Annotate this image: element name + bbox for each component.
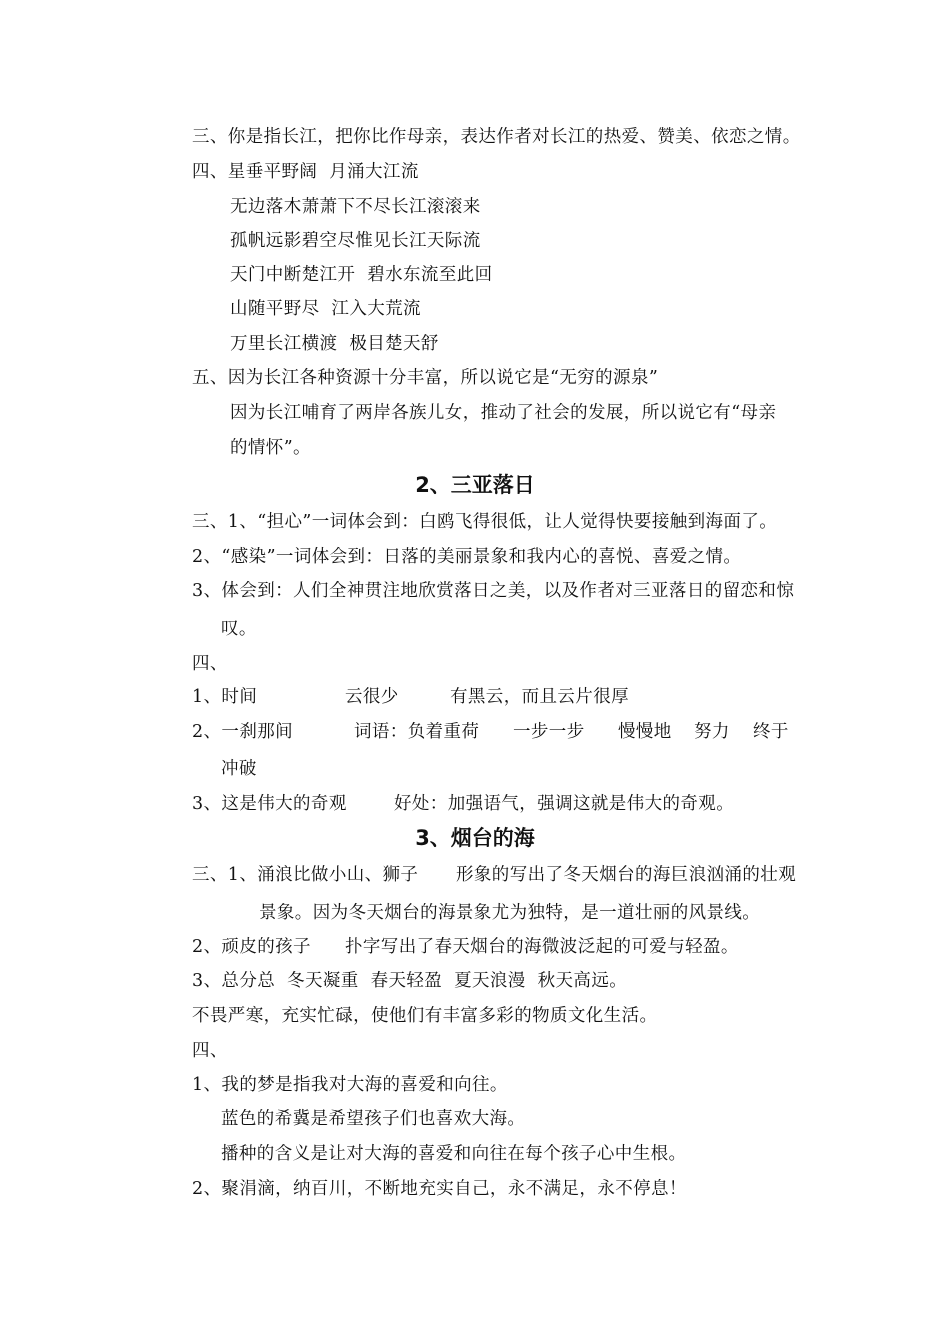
answer-line: 努力	[694, 722, 730, 742]
section-title: 3、烟台的海	[415, 826, 535, 850]
answer-line: 四、星垂平野阔 月涌大江流	[192, 162, 419, 182]
answer-line: 五、因为长江各种资源十分丰富，所以说它是“无穷的源泉”	[192, 368, 659, 388]
answer-line: 播种的含义是让对大海的喜爱和向往在每个孩子心中生根。	[221, 1144, 687, 1164]
answer-line: 形象的写出了冬天烟台的海巨浪汹涌的壮观	[456, 865, 797, 885]
answer-line: 好处：加强语气，强调这就是伟大的奇观。	[394, 794, 735, 814]
answer-line: 3、体会到：人们全神贯注地欣赏落日之美，以及作者对三亚落日的留恋和惊	[192, 581, 795, 601]
answer-line: 蓝色的希冀是希望孩子们也喜欢大海。	[221, 1109, 526, 1129]
answer-line: 景象。因为冬天烟台的海景象尤为独特，是一道壮丽的风景线。	[259, 903, 761, 923]
poem-line: 山随平野尽 江入大荒流	[230, 299, 421, 319]
answer-line: 云很少	[345, 687, 399, 707]
answer-line: 3、这是伟大的奇观	[192, 794, 347, 814]
poem-line: 孤帆远影碧空尽惟见长江天际流	[230, 231, 481, 251]
answer-line: 三、1、涌浪比做小山、狮子	[192, 865, 419, 885]
answer-line: 有黑云，而且云片很厚	[450, 687, 629, 707]
answer-line: 慢慢地	[618, 722, 672, 742]
poem-line: 万里长江横渡 极目楚天舒	[230, 334, 439, 354]
answer-line: 扑字写出了春天烟台的海微波泛起的可爱与轻盈。	[345, 937, 739, 957]
answer-line: 1、时间	[192, 687, 258, 707]
answer-line: 3、总分总 冬天凝重 春天轻盈 夏天浪漫 秋天高远。	[192, 971, 628, 991]
answer-line: 1、我的梦是指我对大海的喜爱和向往。	[192, 1075, 508, 1095]
answer-line: 三、你是指长江，把你比作母亲，表达作者对长江的热爱、赞美、依恋之情。	[192, 127, 801, 147]
answer-line: 四、	[192, 1041, 228, 1061]
answer-line: 2、顽皮的孩子	[192, 937, 311, 957]
answer-line: 2、聚涓滴，纳百川，不断地充实自己，永不满足，永不停息！	[192, 1179, 687, 1199]
section-title: 2、三亚落日	[415, 473, 535, 497]
answer-line: 因为长江哺育了两岸各族儿女，推动了社会的发展，所以说它有“母亲	[230, 403, 777, 423]
answer-line: 三、1、“担心”一词体会到：白鸥飞得很低，让人觉得快要接触到海面了。	[192, 512, 778, 532]
answer-line: 冲破	[221, 759, 257, 779]
answer-line: 一步一步	[513, 722, 585, 742]
answer-line: 四、	[192, 654, 228, 674]
answer-line: 的情怀”。	[230, 438, 311, 458]
answer-line: 2、“感染”一词体会到：日落的美丽景象和我内心的喜悦、喜爱之情。	[192, 547, 742, 567]
answer-line: 终于	[753, 722, 789, 742]
answer-line: 不畏严寒，充实忙碌，使他们有丰富多彩的物质文化生活。	[192, 1006, 658, 1026]
poem-line: 天门中断楚江开 碧水东流至此回	[230, 265, 493, 285]
answer-line: 叹。	[221, 619, 257, 639]
answer-line: 2、一刹那间	[192, 722, 294, 742]
poem-line: 无边落木萧萧下不尽长江滚滚来	[230, 197, 481, 217]
answer-line: 词语：负着重荷	[354, 722, 480, 742]
